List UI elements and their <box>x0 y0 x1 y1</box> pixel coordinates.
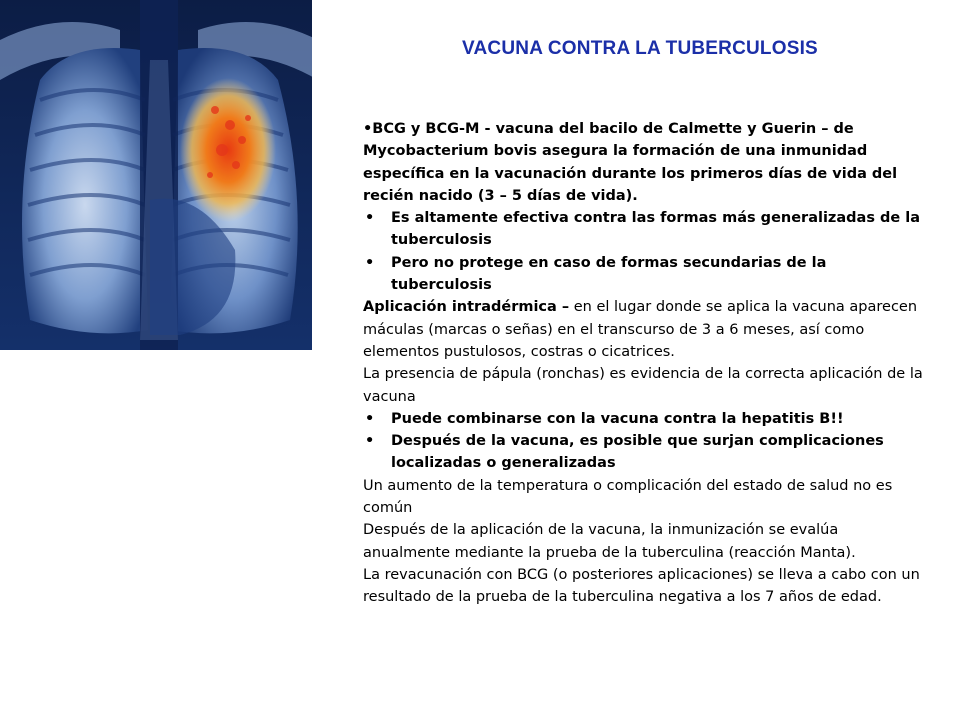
intro-paragraph <box>363 118 923 207</box>
bullet-icon: • <box>365 254 375 271</box>
body-text <box>363 118 923 609</box>
intro-text: BCG y BCG-M - vacuna del bacilo de Calmette y Guerin – de Mycobacterium bovis asegura la formación de una inmunidad específica en la vacunación durante los primeros días de vida del recién nacido (3 – 5 días de vida). <box>363 121 898 204</box>
bullet-icon: • <box>365 433 375 450</box>
temperature-paragraph: Un aumento de la temperatura o complicación del estado de salud no es común <box>363 477 893 517</box>
list-item: • Pero no protege en caso de formas secundarias de la tuberculosis <box>363 252 923 297</box>
application-paragraph <box>363 296 923 363</box>
bullet-icon: • <box>365 410 375 427</box>
chest-xray-icon <box>0 0 318 350</box>
papula-paragraph: La presencia de pápula (ronchas) es evidencia de la correcta aplicación de la vacuna <box>363 366 923 405</box>
list-item: • Puede combinarse con la vacuna contra la hepatitis B!! <box>363 408 923 430</box>
bullet-icon: • <box>365 210 375 227</box>
list-item: • Es altamente efectiva contra las formas más generalizadas de la tuberculosis <box>363 207 923 252</box>
bullet-icon: • <box>363 121 373 137</box>
application-text: en el lugar donde se aplica la vacuna aparecen máculas (marcas o señas) en el transcurso de 3 a 6 meses, así como elementos pustulosos, costras o cicatrices. <box>363 299 918 360</box>
evaluation-paragraph: Después de la aplicación de la vacuna, la inmunización se evalúa anualmente mediante la prueba de la tuberculina (reacción Manta). <box>363 522 856 561</box>
page-title: VACUNA CONTRA LA TUBERCULOSIS <box>462 38 818 59</box>
list-item: • Después de la vacuna, es posible que surjan complicaciones localizadas o generalizadas <box>363 430 923 475</box>
chest-xray-image <box>0 0 318 350</box>
application-label: Aplicación intradérmica – <box>363 299 570 316</box>
revaccination-paragraph: La revacunación con BCG (o posteriores aplicaciones) se lleva a cabo con un resultado de la prueba de la tuberculina negativa a los 7 años de edad. <box>363 566 920 606</box>
